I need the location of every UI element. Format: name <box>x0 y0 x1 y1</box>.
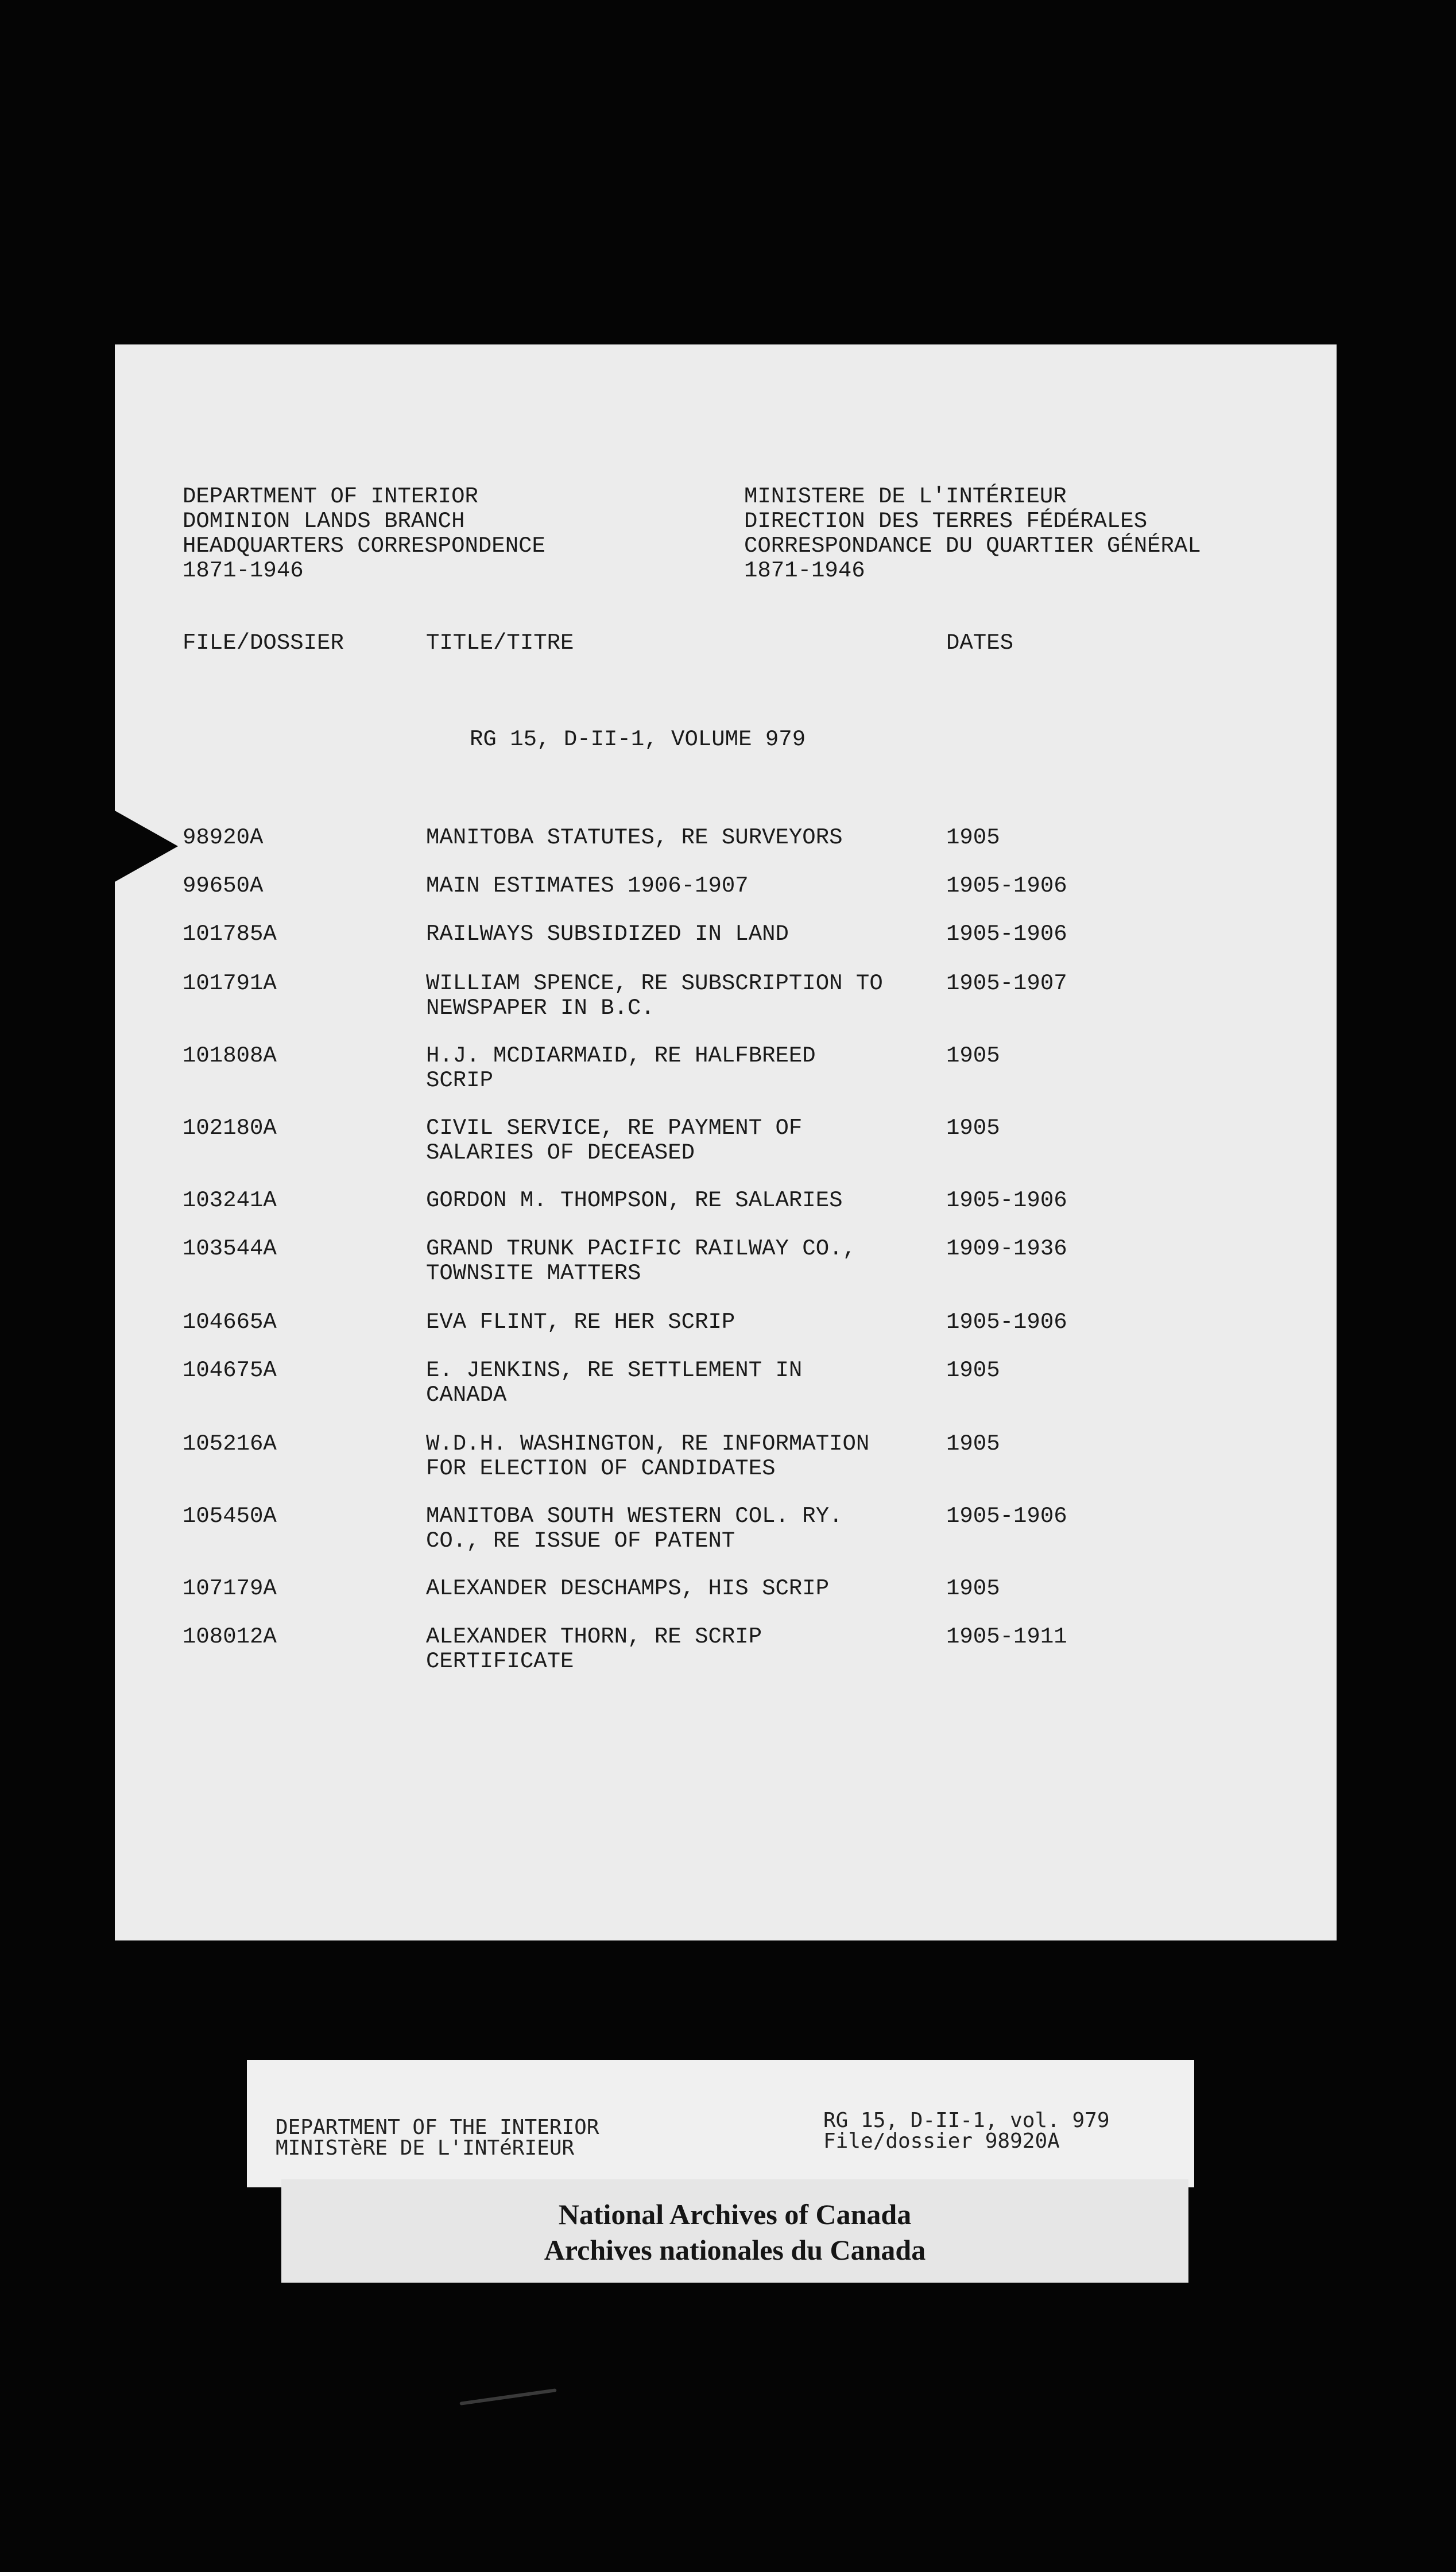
file-number: 108012A <box>183 1624 277 1649</box>
file-title: RAILWAYS SUBSIDIZED IN LAND <box>426 921 789 947</box>
label-line: File/dossier 98920A <box>823 2129 1060 2153</box>
file-title: CIVIL SERVICE, RE PAYMENT OF SALARIES OF DECEASED <box>426 1115 803 1165</box>
file-number: 101791A <box>183 971 277 996</box>
file-title: MANITOBA STATUTES, RE SURVEYORS <box>426 825 843 850</box>
label-reference <box>823 2110 1110 2152</box>
file-dates: 1905-1906 <box>946 873 1067 898</box>
label-line: DEPARTMENT OF THE INTERIOR <box>276 2116 599 2139</box>
header-line: CORRESPONDANCE DU QUARTIER GÉNÉRAL <box>744 533 1201 559</box>
column-header-file: FILE/DOSSIER <box>183 630 344 656</box>
file-number: 105450A <box>183 1504 277 1529</box>
file-number: 104665A <box>183 1310 277 1335</box>
file-dates: 1905 <box>946 1115 1000 1141</box>
label-department <box>276 2117 599 2159</box>
header-line: 1871-1946 <box>183 558 304 583</box>
file-number: 101785A <box>183 921 277 947</box>
file-title: ALEXANDER THORN, RE SCRIP CERTIFICATE <box>426 1624 762 1674</box>
file-title: GRAND TRUNK PACIFIC RAILWAY CO., TOWNSITE MATTERS <box>426 1236 856 1286</box>
file-title: MANITOBA SOUTH WESTERN COL. RY. CO., RE ISSUE OF PATENT <box>426 1504 843 1554</box>
label-line: RG 15, D-II-1, vol. 979 <box>823 2109 1110 2132</box>
file-number: 98920A <box>183 825 264 850</box>
file-number: 105216A <box>183 1431 277 1457</box>
file-dates: 1909-1936 <box>946 1236 1067 1261</box>
file-number: 103241A <box>183 1188 277 1213</box>
file-title: E. JENKINS, RE SETTLEMENT IN CANADA <box>426 1358 803 1408</box>
header-french <box>744 485 1201 583</box>
header-line: 1871-1946 <box>744 558 865 583</box>
column-header-title: TITLE/TITRE <box>426 630 574 656</box>
file-dates: 1905 <box>946 1431 1000 1457</box>
label-line: MINISTèRE DE L'INTéRIEUR <box>276 2136 575 2160</box>
file-title: WILLIAM SPENCE, RE SUBSCRIPTION TO NEWSPAPER IN B.C. <box>426 971 883 1021</box>
archives-name-english: National Archives of Canada <box>558 2198 912 2230</box>
file-title: W.D.H. WASHINGTON, RE INFORMATION FOR ELECTION OF CANDIDATES <box>426 1431 870 1481</box>
file-title: H.J. MCDIARMAID, RE HALFBREED SCRIP <box>426 1043 816 1093</box>
file-number: 102180A <box>183 1115 277 1141</box>
file-pointer-marker <box>115 811 178 882</box>
file-title: ALEXANDER DESCHAMPS, HIS SCRIP <box>426 1576 830 1601</box>
file-title: MAIN ESTIMATES 1906-1907 <box>426 873 749 898</box>
column-header-dates: DATES <box>946 630 1014 656</box>
file-number: 107179A <box>183 1576 277 1601</box>
archive-label <box>247 2060 1194 2187</box>
file-dates: 1905 <box>946 1358 1000 1383</box>
file-title: EVA FLINT, RE HER SCRIP <box>426 1310 735 1335</box>
header-line: DEPARTMENT OF INTERIOR <box>183 484 478 509</box>
file-dates: 1905-1906 <box>946 1188 1067 1213</box>
file-title: GORDON M. THOMPSON, RE SALARIES <box>426 1188 843 1213</box>
file-dates: 1905-1906 <box>946 921 1067 947</box>
header-english <box>183 485 545 583</box>
archives-name-french: Archives nationales du Canada <box>544 2234 926 2266</box>
file-dates: 1905-1906 <box>946 1310 1067 1335</box>
volume-heading: RG 15, D-II-1, VOLUME 979 <box>470 727 806 752</box>
file-dates: 1905 <box>946 825 1000 850</box>
document-page <box>115 344 1337 1940</box>
file-dates: 1905-1907 <box>946 971 1067 996</box>
file-number: 104675A <box>183 1358 277 1383</box>
file-dates: 1905-1911 <box>946 1624 1067 1649</box>
header-line: DIRECTION DES TERRES FÉDÉRALES <box>744 509 1148 534</box>
header-line: DOMINION LANDS BRANCH <box>183 509 465 534</box>
file-dates: 1905 <box>946 1043 1000 1068</box>
file-dates: 1905-1906 <box>946 1504 1067 1529</box>
file-dates: 1905 <box>946 1576 1000 1601</box>
header-line: MINISTERE DE L'INTÉRIEUR <box>744 484 1067 509</box>
file-number: 99650A <box>183 873 264 898</box>
film-mark <box>459 2388 556 2406</box>
file-number: 101808A <box>183 1043 277 1068</box>
header-line: HEADQUARTERS CORRESPONDENCE <box>183 533 545 559</box>
archives-banner <box>281 2179 1188 2283</box>
file-number: 103544A <box>183 1236 277 1261</box>
